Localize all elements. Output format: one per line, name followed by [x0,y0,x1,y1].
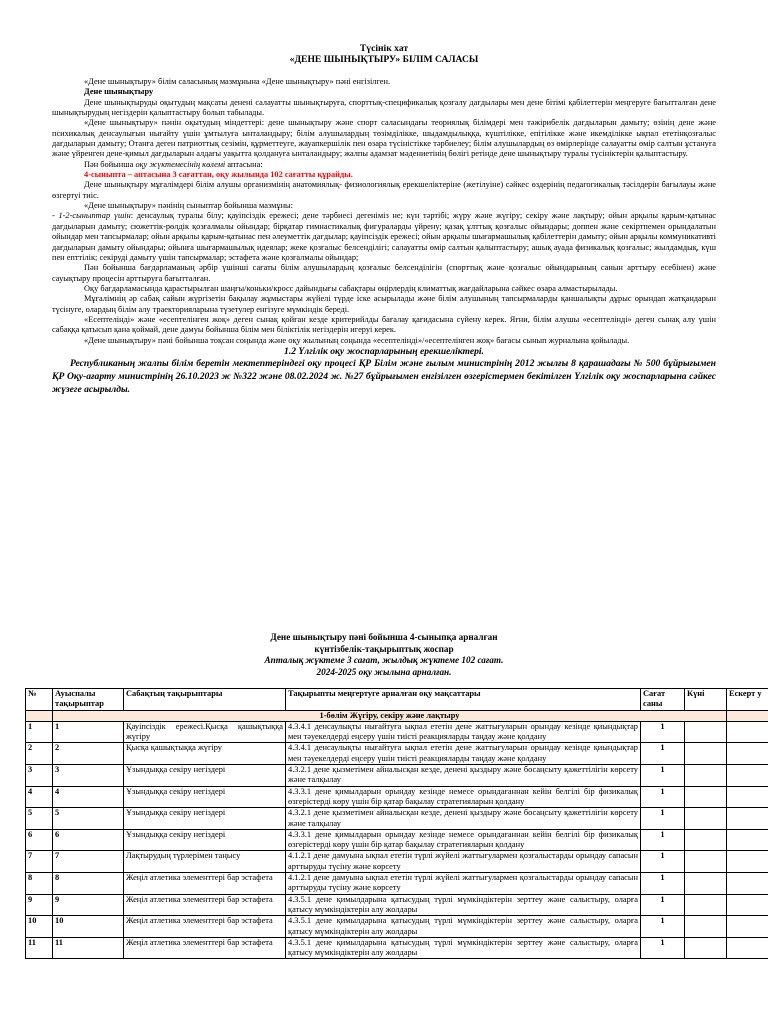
note-cell [727,873,768,895]
note-cell [727,786,768,808]
hours-cell: 1 [641,894,685,916]
row-number-cell: 8 [26,873,53,895]
date-cell [685,808,727,830]
table-row [26,873,768,895]
lesson-topic-cell: Жеңіл атлетика элементтері бар эстафета [124,873,286,895]
lesson-topic-cell: Жеңіл атлетика элементтері бар эстафета [124,937,286,959]
table-row [26,765,768,787]
note-cell [727,894,768,916]
hours-cell: 1 [641,786,685,808]
paragraph: Оқу бағдарламасында қарастырылған шаңғы/коньки/кросс дайындығы сабақтары өңірлердің климаттық жағдайларына сәйкес өзара алмастырылады. [84,283,618,293]
note-cell [727,765,768,787]
highlighted-paragraph: 4-сыныпта – аптасына 3 сағаттан, оқу жылында 102 сағатты құрайды. [84,170,353,180]
date-cell [685,873,727,895]
section-row [26,710,768,721]
table-row [26,894,768,916]
col-header-cross-topics: Ауыспалы тақырыптар [53,689,124,711]
empty-cell [727,710,768,721]
col-header-number: № [26,689,53,711]
lesson-topic-cell: Ұзындыққа секіру негіздері [124,808,286,830]
text-span: : денсаулық туралы білу; қауіпсіздік ережесі; дене тәрбиесі дегеніміз не; күн тәртібі; жүру және жүгіру; секіру және лақтыру; ойын арқылы қарым-қатынас дағдыларын дамыту; сюжеттік-рөлдік қозғалмалы ойындар; бірқатар гимнастикалық фигураларды үйрену; қазақ ұлттық қозғалыс ойындары; доппен және секіртпемен орындалатын ойындар мен тапсырмалар; ойын арқылы қарым-қатынас пен әлеуметтік дағдылар; қауіпсіздік ережесі; ойын арқылы шығармашылық қабілеттерін дамыту; ойын арқылы коммуникативті дағдыларын дамыту ойындары; ойынға шығармашылық идеялар; жеке қозғалыс белсенділігі; салауатты өмір салтын қалыптастыру; ашық ауада физикалық қозғалыс; жылдамдық, күш пен епттілік; секірудi дамыту үшін тапсырмалар; эстафета және қозғалмалы ойындар; [52,211,716,262]
hours-cell: 1 [641,808,685,830]
plan-header [0,632,768,678]
note-cell [727,829,768,851]
row-number-cell: 1 [26,721,53,743]
curriculum-paragraph: Республиканың жалпы білім беретін мектептеріндегі оқу процесі ҚР Білім және ғылым министрінің 2012 жылғы 8 қарашадағы № 500 бұйрығымен ҚР Оқу-ағарту министрінің 26.10.2023 ж №322 және 08.02.2024 ж. №27 бұйрығымен енгізілген өзгерістермен бекітілген Үлгілік оқу жоспарларына сәйкес жүзеге асырылды. [52,357,716,395]
cross-topic-number-cell: 2 [53,743,124,765]
table-header-row [26,689,768,711]
table-row [26,743,768,765]
lesson-topic-cell: Жеңіл атлетика элементтері бар эстафета [124,894,286,916]
note-cell [727,851,768,873]
text-span-italic: оқу жүктемесінің көлемі [135,159,226,169]
col-header-hours: Сағат саны [641,689,685,711]
hours-cell: 1 [641,916,685,938]
thematic-plan-table [25,688,768,959]
paragraph: «Дене шынықтыру» пәні бойынша тоқсан соңында және оқу жылының соңында «есептелінді»/«есептелінген жоқ» бағасы сынып журналына қойылады. [84,335,630,345]
empty-cell [26,710,53,721]
paragraph: Дене шынықтыруды оқытудың мақсаты денені салауатты шынықтыруға, спорттық-спецификалық қозғалу дағдылары мен дене бітімі қабілеттерін меңгеруге бағытталған дене шынықтырудың негіздерін қалыптастыру болып табылады. [52,97,716,118]
lesson-topic-cell: Лақтырудың түрлерімен таңысу [124,851,286,873]
hours-cell: 1 [641,721,685,743]
hours-cell: 1 [641,937,685,959]
row-number-cell: 5 [26,808,53,830]
learning-goal-cell: 4.3.5.1 дене қимылдарына қатысудың түрлі мүмкіндіктерін зерттеу және салыстыру, оларға қатысу мүмкіндіктерін алу жолдары [286,894,641,916]
cross-topic-number-cell: 5 [53,808,124,830]
table-row [26,786,768,808]
lesson-topic-cell: Ұзындыққа секіру негіздері [124,829,286,851]
row-number-cell: 4 [26,786,53,808]
paragraph: «Есептелінді» және «есептелінген жоқ» деген сынақ қойған кезде критерийлды бағалау қағидасына сүйену керек. Яғни, білім алушы «есептелінді» деген сынақ алу үшін сабаққа қатысып қана қоймай, дене дамуы бойынша білім мен біліктілік негіздерін игеруі керек. [52,314,716,335]
col-header-date: Күні [685,689,727,711]
learning-goal-cell: 4.3.2.1 дене қызметімен айналысқан кезде, денені қыздыру және босаңсыту қажеттілігін көрсету және талқылау [286,808,641,830]
date-cell [685,894,727,916]
plan-load: Апталық жүктеме 3 сағат, жылдық жүктеме 102 сағат. [264,655,504,665]
paragraph: «Дене шынықтыру» пәнін оқытудың міндеттері: дене шынықтыру және спорт саласындағы теориялық білімдері мен тәжірибелік дағдыларын дамыту; өзінің дене және психикалық денсаулығын нығайту үшін ұмтылуға ынталандыру; білім алушылардың төзімділікке, шыдамдылыққа, күштілікке, епітілікке және икемділікке ықпал ететінқозғалыс дағдыларын дамыту; Отанға деген патриоттық сезімін, құрметтеуге, жауапкершілік пен өзара түсіністікке тәрбиелеу; білім алушылардың өз өмірлерінде салауатты өмір салтын ұстануға және үйренген дене-қимыл дағдыларын алдағы уақытта қолдануға ынталандыру; жалпы адамзат мәдениетінің бөлігі ретінде дене шынықтыру туралы түсініктерін қалыптастыру. [52,118,716,159]
plan-subtitle: күнтізбелік-тақырыптық жоспар [314,643,454,654]
document-subtitle: «ДЕНЕ ШЫНЫҚТЫРУ» БІЛІМ САЛАСЫ [289,54,479,65]
learning-goal-cell: 4.3.3.1 дене қимылдарын орындау кезінде немесе орындағаннан кейін белгілі бір физикалық өзгерістерді көру үшін бір қатар бақылау стратегияларын қолдану [286,786,641,808]
col-header-learning-goals: Тақырыпты меңгертуге арналған оқу мақсаттары [286,689,641,711]
lesson-topic-cell: Қысқа қашықтыққа жүгіру [124,743,286,765]
cross-topic-number-cell: 8 [53,873,124,895]
document-title: Түсінік хат [359,43,409,54]
hours-cell: 1 [641,851,685,873]
lesson-topic-cell: Ұзындыққа секіру негіздері [124,765,286,787]
cross-topic-number-cell: 6 [53,829,124,851]
learning-goal-cell: 4.3.4.1 денсаулықты нығайтуға ықпал ететін дене жаттығуларын орындау кезінде қиындықтар мен тәуекелдерді еңсеру үшін тиісті реакцияларды таңдау және қолдану [286,743,641,765]
note-cell [727,721,768,743]
date-cell [685,786,727,808]
row-number-cell: 6 [26,829,53,851]
cross-topic-number-cell: 10 [53,916,124,938]
text-span: аптасына: [225,159,263,169]
paragraph: Дене шынықтыру мұғалімдері білім алушы организмінің анатомиялық- физиологиялық ерекшеліктеріне (жетілуіне) сәйкес өздерінің педагогикалық тәсілдерін бағылауы және өзгертуі тиіс. [52,180,716,200]
cross-topic-number-cell: 4 [53,786,124,808]
paragraph: Мұғалімнің әр сабақ сайын жүргізетін бақылау жұмыстары жүйелі түрде іске асырылады және білім алушының тапсырмаларды қаншалықты дұрыс орындап жатқандарын түсінуге, олардың білім алу траекторияларына түзетулер енгізуге мүмкіндік береді. [52,294,716,314]
date-cell [685,721,727,743]
table-row [26,851,768,873]
paragraph: Пән бойынша бағдарламаның әрбір үшінші сағаты білім алушылардың қозғалыс белсенділігін (спорттық және қозғалыс ойындарының санын арттыру есебінен) және сауықтыру процесін арттыруға бағытталған. [52,263,716,283]
row-number-cell: 7 [26,851,53,873]
section-heading: 1.2 Үлгілік оқу жоспарларының ерекшеліктері. [284,345,484,357]
learning-goal-cell: 4.3.5.1 дене қимылдарына қатысудың түрлі мүмкіндіктерін зерттеу және салыстыру, оларға қатысу мүмкіндіктерін алу жолдары [286,916,641,938]
row-number-cell: 3 [26,765,53,787]
learning-goal-cell: 4.3.3.1 дене қимылдарын орындау кезінде немесе орындағаннан кейін белгілі бір физикалық өзгерістерді көру үшін бір қатар бақылау стратегияларын қолдану [286,829,641,851]
cross-topic-number-cell: 11 [53,937,124,959]
date-cell [685,829,727,851]
row-number-cell: 9 [26,894,53,916]
date-cell [685,743,727,765]
date-cell [685,765,727,787]
note-cell [727,743,768,765]
date-cell [685,916,727,938]
lesson-topic-cell: Қауіпсіздік ережесі.Қысқа қашықтыққа жүгіру [124,721,286,743]
text-span: Пән бойынша [84,159,136,169]
cross-topic-number-cell: 3 [53,765,124,787]
table-row [26,721,768,743]
paragraph [52,211,716,263]
hours-cell: 1 [641,743,685,765]
section-title: 1-бөлім Жүгіру, секіру және лақтыру [53,710,727,721]
note-cell [727,808,768,830]
paragraph: «Дене шынықтыру» пәнінің сыныптар бойынша мазмұны: [84,201,293,211]
learning-goal-cell: 4.3.2.1 дене қызметімен айналысқан кезде, денені қыздыру және босаңсыту қажеттілігін көрсету және талқылау [286,765,641,787]
note-cell [727,916,768,938]
hours-cell: 1 [641,765,685,787]
learning-goal-cell: 4.3.4.1 денсаулықты нығайтуға ықпал ететін дене жаттығуларын орындау кезінде қиындықтар мен тәуекелдерді еңсеру үшін тиісті реакцияларды таңдау және қолдану [286,721,641,743]
text-span-italic: - 1-2-сыныптар үшін [52,211,131,221]
col-header-note: Ескерт у [727,689,768,711]
cross-topic-number-cell: 1 [53,721,124,743]
paragraph: «Дене шынықтыру» білім саласының мазмұнына «Дене шынықтыру» пәні енгізілген. [84,77,391,86]
plan-title: Дене шынықтыру пәні бойынша 4-сыныпқа арналған [270,632,498,642]
learning-goal-cell: 4.3.5.1 дене қимылдарына қатысудың түрлі мүмкіндіктерін зерттеу және салыстыру, оларға қатысу мүмкіндіктерін алу жолдары [286,937,641,959]
table-row [26,808,768,830]
cross-topic-number-cell: 7 [53,851,124,873]
learning-goal-cell: 4.1.2.1 дене дамуына ықпал ететін түрлі жүйелі жаттығулармен қозғалыстарды орындау сапасын арттыруды түсіну және көрсету [286,873,641,895]
note-cell [727,937,768,959]
cross-topic-number-cell: 9 [53,894,124,916]
paragraph-heading: Дене шынықтыру [84,87,154,97]
hours-cell: 1 [641,829,685,851]
plan-year: 2024-2025 оқу жылына арналған. [316,666,452,677]
lesson-topic-cell: Ұзындыққа секіру негіздері [124,786,286,808]
learning-goal-cell: 4.1.2.1 дене дамуына ықпал ететін түрлі жүйелі жаттығулармен қозғалыстарды орындау сапасын арттыруды түсіну және көрсету [286,851,641,873]
explanatory-note-body [52,77,716,396]
date-cell [685,937,727,959]
row-number-cell: 10 [26,916,53,938]
hours-cell: 1 [641,873,685,895]
table-row [26,829,768,851]
lesson-topic-cell: Жеңіл атлетика элементтері бар эстафета [124,916,286,938]
row-number-cell: 2 [26,743,53,765]
date-cell [685,851,727,873]
paragraph [52,160,716,170]
col-header-lesson-topics: Сабақтың тақырыптары [124,689,286,711]
table-row [26,916,768,938]
table-row [26,937,768,959]
row-number-cell: 11 [26,937,53,959]
